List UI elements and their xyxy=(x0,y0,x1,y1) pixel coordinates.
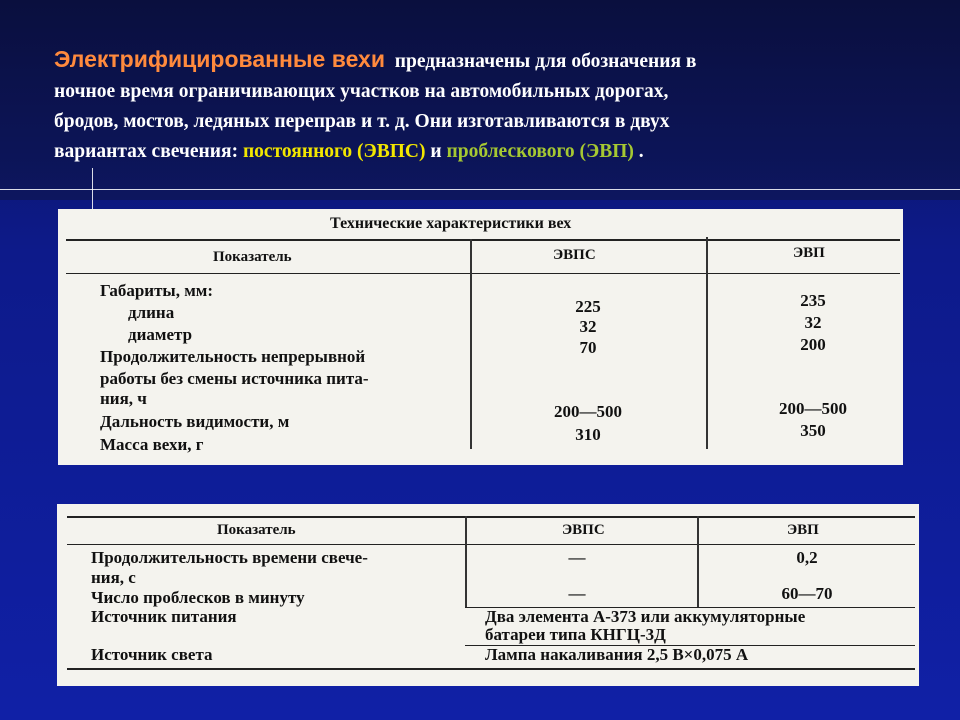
evps-length: 225 xyxy=(575,297,601,316)
intro-lead: Электрифицированные вехи xyxy=(54,46,385,72)
header-rule xyxy=(66,273,900,274)
row-flashes: Число проблесков в минуту xyxy=(91,588,305,607)
table-top-rule xyxy=(66,239,900,241)
table2-header-evp: ЭВП xyxy=(787,522,819,538)
row-duration-l2: работы без смены источника пита- xyxy=(100,369,369,388)
row-range: Дальность видимости, м xyxy=(100,412,290,431)
evp-duration: 200 xyxy=(800,335,826,354)
row-duration-l3: ния, ч xyxy=(100,389,147,408)
row-dims: Габариты, мм: xyxy=(100,281,214,300)
row-diameter: диаметр xyxy=(128,325,193,344)
table2-column-divider-2 xyxy=(697,516,699,608)
evps-diameter: 32 xyxy=(579,317,597,336)
row-glow-l1: Продолжительность времени свече- xyxy=(91,548,368,567)
table-caption: Технические характеристики вех xyxy=(330,215,572,232)
row-glow-l2: ния, с xyxy=(91,568,136,587)
row-mass: Масса вехи, г xyxy=(100,435,204,454)
row-light: Источник света xyxy=(91,645,213,664)
evp-length: 235 xyxy=(800,291,826,310)
header-indicator: Показатель xyxy=(213,249,292,265)
table2-bottom-rule xyxy=(67,668,915,670)
intro-line1-rest: предназначены для обозначения в xyxy=(394,51,697,72)
evps-range: 200—500 xyxy=(554,402,622,421)
intro-line2: ночное время ограничивающих участков на автомобильных дорогах, xyxy=(54,81,669,102)
table2-column-divider-1 xyxy=(465,516,467,608)
row-length: длина xyxy=(128,303,175,322)
intro-end: . xyxy=(638,141,644,162)
header-evps: ЭВПС xyxy=(553,247,596,263)
header-evp: ЭВП xyxy=(793,245,825,261)
evps-glow: — xyxy=(568,548,586,567)
specs-table-continued-scan xyxy=(57,504,919,686)
intro-line3: бродов, мостов, ледяных переправ и т. д. Они изготавливаются в двух xyxy=(54,111,670,132)
row-duration-l1: Продолжительность непрерывной xyxy=(100,347,366,366)
power-value-l2: батареи типа КНГЦ-3Д xyxy=(485,625,666,644)
table2-header-indicator: Показатель xyxy=(217,522,296,538)
evp-glow: 0,2 xyxy=(796,548,818,567)
evps-mass: 310 xyxy=(575,425,601,444)
table2-header-evps: ЭВПС xyxy=(562,522,605,538)
intro-and: и xyxy=(430,141,442,162)
decorative-horizontal-line xyxy=(0,189,960,190)
column-divider-1 xyxy=(470,239,472,449)
constant-variant: постоянного (ЭВПС) xyxy=(242,141,426,162)
evp-flashes: 60—70 xyxy=(781,584,833,603)
power-value-l1: Два элемента А-373 или аккумуляторные xyxy=(485,607,806,626)
intro-line4-pre: вариантах свечения: xyxy=(54,141,239,162)
table2-top-rule xyxy=(67,516,915,518)
decorative-vertical-line xyxy=(92,168,93,210)
table2-header-rule xyxy=(67,544,915,545)
specs-table-scan xyxy=(58,209,903,465)
intro-paragraph xyxy=(54,44,924,167)
evp-range: 200—500 xyxy=(779,399,847,418)
light-value: Лампа накаливания 2,5 В×0,075 А xyxy=(485,645,749,664)
row-power: Источник питания xyxy=(91,607,237,626)
evp-mass: 350 xyxy=(800,421,826,440)
evps-flashes: — xyxy=(568,584,586,603)
column-divider-2 xyxy=(706,237,708,449)
evps-duration: 70 xyxy=(579,338,597,357)
evp-diameter: 32 xyxy=(804,313,822,332)
flashing-variant: проблескового (ЭВП) xyxy=(446,141,634,162)
